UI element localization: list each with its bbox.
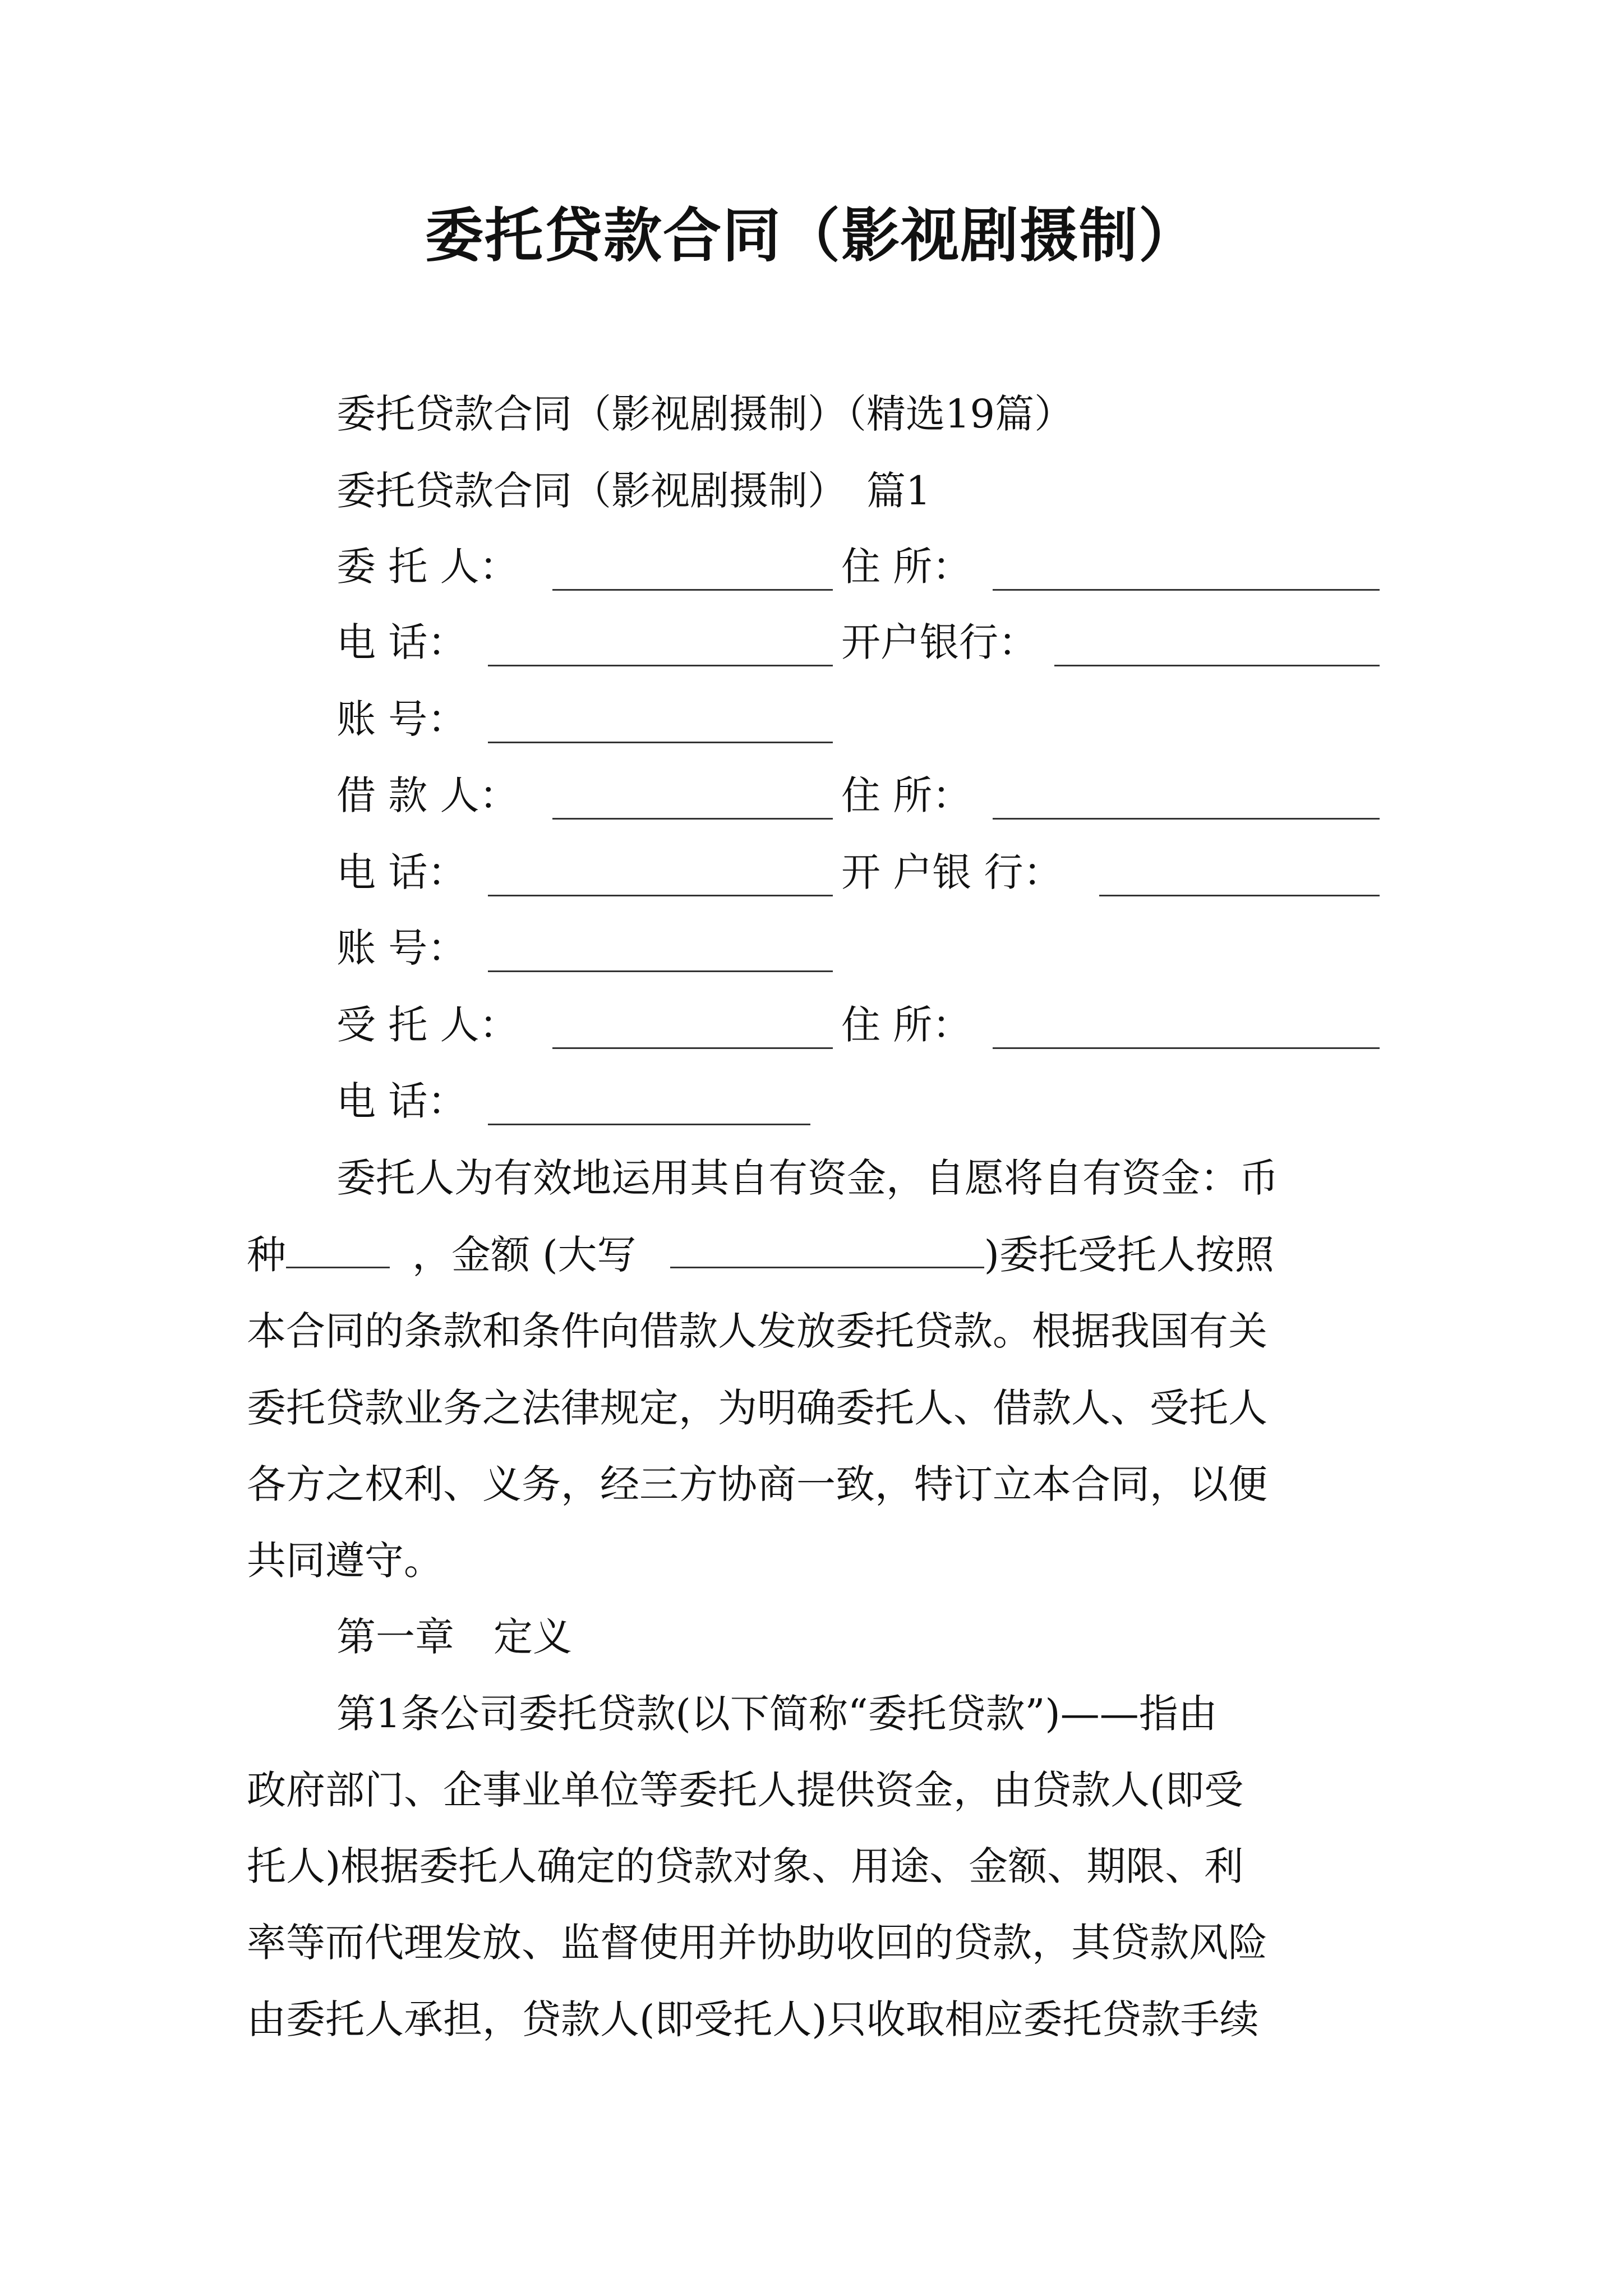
chapter-1-line-4: 率等而代理发放、监督使用并协助收回的贷款，其贷款风险	[247, 1920, 1267, 1966]
trustor-phone-label: 电 话：	[336, 619, 467, 665]
borrower-bank-label: 开 户银 行：	[841, 849, 1063, 895]
intro-line-2-c: )委托受托人按照	[984, 1232, 1274, 1278]
chapter-1-line-3: 托人)根据委托人确定的贷款对象、用途、金额、期限、利	[247, 1843, 1244, 1889]
chapter-1-line-5: 由委托人承担，贷款人(即受托人)只收取相应委托贷款手续	[247, 1996, 1259, 2042]
trustee-address-label: 住 所：	[841, 1002, 972, 1048]
chapter-1-heading: 第一章 定义	[336, 1614, 572, 1660]
trustee-address-blank[interactable]	[993, 1047, 1380, 1049]
trustee-phone-label: 电 话：	[336, 1078, 467, 1124]
currency-blank[interactable]	[286, 1235, 390, 1268]
subtitle: 委托贷款合同（影视剧摄制）（精选19篇）	[336, 391, 1074, 437]
borrower-account-blank[interactable]	[488, 970, 833, 972]
trustor-phone-blank[interactable]	[488, 665, 833, 666]
trustor-address-label: 住 所：	[841, 544, 972, 590]
borrower-phone-blank[interactable]	[488, 895, 833, 896]
borrower-address-blank[interactable]	[993, 818, 1380, 820]
trustor-name-blank[interactable]	[552, 589, 833, 591]
trustor-label: 委 托 人：	[336, 544, 519, 590]
chapter-1-line-2: 政府部门、企事业单位等委托人提供资金，由贷款人(即受	[247, 1767, 1244, 1813]
intro-line-2	[247, 1230, 1274, 1280]
document-title: 委托贷款合同（影视剧摄制）	[425, 201, 1198, 270]
trustee-phone-blank[interactable]	[488, 1124, 810, 1125]
intro-line-5: 各方之权利、义务，经三方协商一致，特订立本合同，以便	[247, 1461, 1267, 1507]
intro-line-2-a: 种	[247, 1232, 286, 1278]
trustor-address-blank[interactable]	[993, 589, 1380, 591]
intro-line-2-b: ，金额 (大写	[412, 1232, 637, 1278]
trustor-account-blank[interactable]	[488, 742, 833, 743]
borrower-address-label: 住 所：	[841, 772, 972, 818]
borrower-name-blank[interactable]	[552, 818, 833, 820]
amount-blank[interactable]	[670, 1235, 984, 1268]
trustor-bank-blank[interactable]	[1054, 665, 1380, 666]
intro-line-4: 委托贷款业务之法律规定，为明确委托人、借款人、受托人	[247, 1385, 1267, 1431]
borrower-bank-blank[interactable]	[1099, 895, 1380, 896]
borrower-account-label: 账 号：	[336, 925, 467, 971]
intro-line-6: 共同遵守。	[247, 1538, 443, 1584]
borrower-phone-label: 电 话：	[336, 849, 467, 895]
chapter-1-line-1: 第1条公司委托贷款(以下简称“委托贷款”)——指由	[336, 1691, 1218, 1737]
intro-line-1: 委托人为有效地运用其自有资金，自愿将自有资金：币	[336, 1155, 1279, 1201]
trustor-bank-label: 开户银行：	[841, 619, 1038, 665]
intro-line-3: 本合同的条款和条件向借款人发放委托贷款。根据我国有关	[247, 1308, 1267, 1354]
trustee-label: 受 托 人：	[336, 1002, 519, 1048]
trustor-account-label: 账 号：	[336, 696, 467, 742]
section-heading: 委托贷款合同（影视剧摄制） 篇1	[336, 468, 931, 514]
trustee-name-blank[interactable]	[552, 1047, 833, 1049]
borrower-label: 借 款 人：	[336, 772, 519, 818]
